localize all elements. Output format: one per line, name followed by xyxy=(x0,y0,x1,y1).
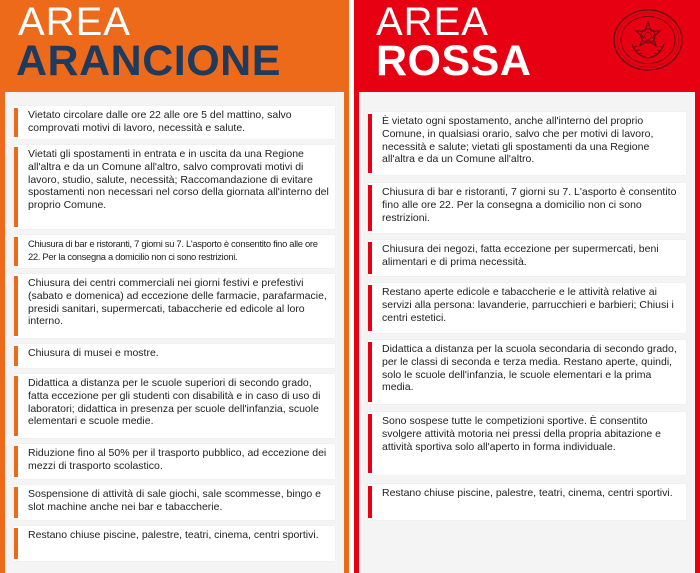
red-zone-header xyxy=(354,0,700,92)
orange-rule-item: Vietati gli spostamenti in entrata e in uscita da una Regione all'altra e da un Comune all'altro, salvo comprovati motivi di lavoro, studio, salute, necessità; Raccomandazione di evitare spostamenti non necessari nel corso della giornata all'interno del proprio Comune. xyxy=(14,145,335,229)
orange-zone-panel xyxy=(0,0,349,573)
orange-rule-item: Restano chiuse piscine, palestre, teatri, cinema, centri sportivi. xyxy=(14,526,335,561)
italian-republic-emblem-icon xyxy=(610,6,686,74)
orange-rule-item: Sospensione di attività di sale giochi, sale scommesse, bingo e slot machine anche nei bar e tabaccherie. xyxy=(14,485,335,520)
orange-zone-title-name: ARANCIONE xyxy=(16,37,281,85)
orange-zone-title-area: AREA xyxy=(18,0,131,44)
red-zone-rules-box xyxy=(359,92,695,573)
orange-rule-item: Riduzione fino al 50% per il trasporto pubblico, ad eccezione dei mezzi di trasporto scolastico. xyxy=(14,444,335,479)
red-rule-item: Chiusura di bar e ristoranti, 7 giorni su 7. L'asporto è consentito fino alle ore 22. Per la consegna a domicilio non ci sono restrizioni. xyxy=(368,183,686,233)
red-rule-item: È vietato ogni spostamento, anche all'interno del proprio Comune, in qualsiasi orario, salvo che per motivi di lavoro, necessità e salute; vietati gli spostamenti da una Regione all'altra e da un Comune all'altro. xyxy=(368,112,686,175)
red-rule-item: Didattica a distanza per la scuola secondaria di secondo grado, per le classi di seconda e terza media. Restano aperte, quindi, solo le scuole dell'infanzia, le scuole elementari e la prima media. xyxy=(368,340,686,404)
red-rule-item: Restano chiuse piscine, palestre, teatri, cinema, centri sportivi. xyxy=(368,484,686,520)
orange-zone-header xyxy=(0,0,349,92)
orange-rule-item: Chiusura dei centri commerciali nei giorni festivi e prefestivi (sabato e domenica) ad eccezione delle farmacie, parafarmacie, presidi sanitari, supermercati, tabaccherie ed edicole al loro interno. xyxy=(14,274,335,338)
orange-zone-rules-box xyxy=(5,92,344,573)
red-rule-item: Restano aperte edicole e tabaccherie e le attività relative ai servizi alla persona: lavanderie, parrucchieri e barbieri; Chiusi i centri estetici. xyxy=(368,283,686,333)
red-zone-title-name: ROSSA xyxy=(376,37,532,85)
red-rule-item: Chiusura dei negozi, fatta eccezione per supermercati, beni alimentari e di prima necessità. xyxy=(368,240,686,276)
red-zone-panel xyxy=(354,0,700,573)
red-zone-title-area: AREA xyxy=(376,0,489,44)
orange-rule-item: Vietato circolare dalle ore 22 alle ore 5 del mattino, salvo comprovati motivi di lavoro, necessità e salute. xyxy=(14,106,335,139)
orange-rule-item: Didattica a distanza per le scuole superiori di secondo grado, fatta eccezione per gli studenti con disabilità e in caso di uso di laboratori; didattica in presenza per scuole dell'infanzia, scuole elementari e scuole medie. xyxy=(14,374,335,438)
red-rule-item: Sono sospese tutte le competizioni sportive. È consentito svolgere attività motoria nei pressi della propria abitazione e attività sportiva solo all'aperto in forma individuale. xyxy=(368,412,686,475)
orange-rule-item: Chiusura di bar e ristoranti, 7 giorni su 7. L'asporto è consentito fino alle ore 22. Per la consegna a domicilio non ci sono restrizioni. xyxy=(14,235,335,268)
orange-rule-item: Chiusura di musei e mostre. xyxy=(14,344,335,368)
